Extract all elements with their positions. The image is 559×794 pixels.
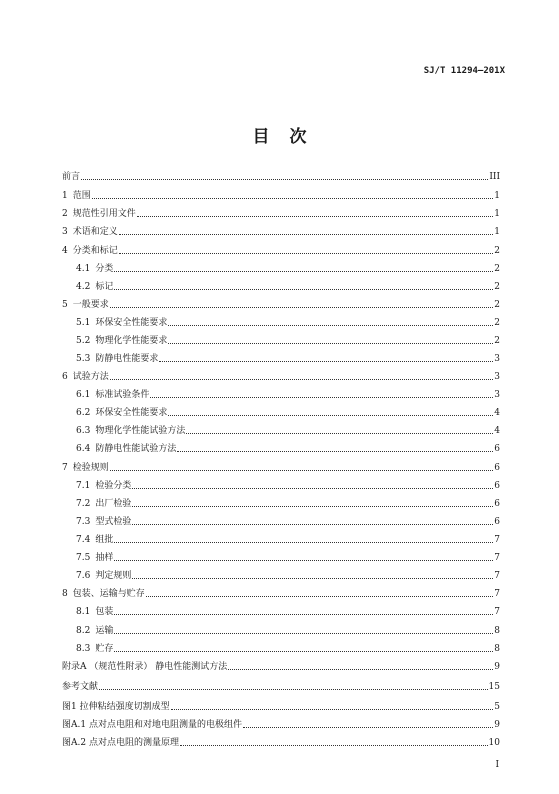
toc-entry-number: 7.5: [76, 553, 91, 563]
dot-leader: [110, 470, 494, 471]
toc-entry[interactable]: [62, 170, 500, 183]
dot-leader: [168, 415, 493, 416]
dot-leader: [92, 198, 494, 199]
toc-entry[interactable]: [62, 718, 500, 731]
dot-leader: [114, 289, 493, 290]
dot-leader: [114, 633, 493, 634]
toc-entry[interactable]: [62, 207, 500, 220]
toc-entry[interactable]: [62, 736, 500, 749]
toc-entry-number: 8.2: [76, 626, 91, 636]
toc-entry-label: 贮存: [95, 644, 114, 654]
toc-entry-label: 术语和定义: [72, 227, 118, 237]
toc-entry-label: 前言: [62, 172, 81, 182]
dot-leader: [81, 179, 488, 180]
toc-entry-label: 检验规则: [72, 463, 109, 473]
toc-entry[interactable]: [76, 352, 500, 365]
toc-entry[interactable]: [62, 461, 500, 474]
toc-entry[interactable]: [76, 569, 500, 582]
toc-entry-page: 2: [494, 318, 500, 328]
dot-leader: [180, 745, 488, 746]
toc-entry-page: 3: [494, 372, 500, 382]
toc-entry-label: 范围: [72, 191, 91, 201]
toc-entry-page: 3: [494, 354, 500, 364]
toc-entry[interactable]: [62, 189, 500, 202]
toc-entry-number: 4: [62, 246, 68, 256]
dot-leader: [243, 727, 493, 728]
toc-entry-number: 8.1: [76, 607, 91, 617]
toc-entry-page: 8: [494, 644, 500, 654]
dot-leader: [114, 560, 493, 561]
toc-entry-number: 5.1: [76, 318, 91, 328]
toc-entry[interactable]: [76, 442, 500, 455]
dot-leader: [228, 669, 493, 670]
toc-entry-number: 8.3: [76, 644, 91, 654]
toc-entry[interactable]: [76, 497, 500, 510]
toc-entry[interactable]: [76, 334, 500, 347]
toc-entry-number: 1: [62, 191, 68, 201]
toc-entry-number: 5.2: [76, 336, 91, 346]
toc-entry[interactable]: [76, 515, 500, 528]
dot-leader: [114, 614, 493, 615]
toc-entry-label: 判定规则: [95, 571, 132, 581]
dot-leader: [99, 689, 488, 690]
toc-entry-label: 分类: [95, 264, 114, 274]
toc-entry-number: 7.1: [76, 481, 91, 491]
toc-entry-page: 7: [494, 571, 500, 581]
toc-entry-label: 组批: [95, 535, 114, 545]
toc-entry-number: 7.2: [76, 499, 91, 509]
toc-entry-page: 6: [494, 499, 500, 509]
toc-entry-page: 2: [494, 336, 500, 346]
toc-entry-number: 6.2: [76, 408, 91, 418]
toc-entry[interactable]: [76, 642, 500, 655]
toc-entry-page: 1: [494, 227, 500, 237]
toc-entry[interactable]: [76, 533, 500, 546]
page-title: 目次: [252, 127, 327, 147]
toc-entry-number: 4.1: [76, 264, 91, 274]
toc-entry-number: 6: [62, 372, 68, 382]
toc-entry-label: 图1 拉伸粘结强度切割成型: [62, 702, 170, 712]
toc-entry-page: 7: [494, 535, 500, 545]
dot-leader: [168, 325, 493, 326]
toc-entry-label: 出厂检验: [95, 499, 132, 509]
toc-entry-number: 7: [62, 463, 68, 473]
toc-entry[interactable]: [76, 551, 500, 564]
dot-leader: [110, 307, 494, 308]
page-number: I: [495, 760, 499, 770]
dot-leader: [119, 234, 494, 235]
toc-entry-page: 4: [494, 426, 500, 436]
document-code: SJ/T 11294—201X: [423, 66, 505, 76]
toc-entry-page: 7: [494, 553, 500, 563]
dot-leader: [177, 451, 493, 452]
toc-entry-label: 附录A （规范性附录） 静电性能测试方法: [62, 662, 228, 672]
toc-entry-number: 6.4: [76, 444, 91, 454]
toc-entry-number: 5.3: [76, 354, 91, 364]
dot-leader: [114, 271, 493, 272]
toc-entry-page: 7: [494, 589, 500, 599]
toc-entry[interactable]: [76, 280, 500, 293]
toc-entry-label: 防静电性能要求: [95, 354, 159, 364]
toc-entry[interactable]: [62, 660, 500, 673]
toc-entry[interactable]: [62, 298, 500, 311]
toc-entry-label: 规范性引用文件: [72, 209, 136, 219]
toc-entry-page: 10: [488, 738, 500, 748]
toc-entry-page: 6: [494, 481, 500, 491]
toc-entry-label: 抽样: [95, 553, 114, 563]
toc-entry[interactable]: [62, 370, 500, 383]
toc-entry-label: 图A.1 点对点电阻和对地电阻测量的电极组件: [62, 720, 242, 730]
toc-entry[interactable]: [76, 388, 500, 401]
toc-entry-label: 包装、运输与贮存: [72, 589, 145, 599]
dot-leader: [150, 397, 493, 398]
toc-entry-number: 2: [62, 209, 68, 219]
toc-entry-label: 标记: [95, 282, 114, 292]
toc-entry-page: 9: [494, 720, 500, 730]
dot-leader: [132, 524, 493, 525]
toc-entry-label: 环保安全性能要求: [95, 408, 168, 418]
toc-entry-page: 2: [494, 246, 500, 256]
toc-entry-number: 6.1: [76, 390, 91, 400]
toc-entry[interactable]: [76, 316, 500, 329]
toc-entry-number: 5: [62, 300, 68, 310]
toc-entry-page: 6: [494, 517, 500, 527]
toc-entry-page: 1: [494, 209, 500, 219]
toc-entry-number: 7.4: [76, 535, 91, 545]
toc-entry-label: 包装: [95, 607, 114, 617]
toc-entry-label: 物理化学性能要求: [95, 336, 168, 346]
toc-entry[interactable]: [62, 680, 500, 693]
toc-entry-label: 试验方法: [72, 372, 109, 382]
toc-entry-page: III: [489, 172, 500, 182]
toc-entry[interactable]: [76, 406, 500, 419]
dot-leader: [110, 379, 494, 380]
toc-entry-page: 6: [494, 444, 500, 454]
toc-entry-label: 环保安全性能要求: [95, 318, 168, 328]
toc-entry[interactable]: [62, 587, 500, 600]
toc-entry-label: 参考文献: [62, 682, 99, 692]
toc-entry-page: 5: [494, 702, 500, 712]
toc-entry-number: 6.3: [76, 426, 91, 436]
dot-leader: [119, 253, 494, 254]
toc-entry-number: 7.3: [76, 517, 91, 527]
toc-entry-page: 2: [494, 264, 500, 274]
toc-entry[interactable]: [62, 225, 500, 238]
toc-entry-page: 7: [494, 607, 500, 617]
toc-entry-number: 3: [62, 227, 68, 237]
toc-entry-label: 型式检验: [95, 517, 132, 527]
dot-leader: [168, 343, 493, 344]
toc-entry-page: 4: [494, 408, 500, 418]
dot-leader: [132, 488, 493, 489]
toc-entry-label: 图A.2 点对点电阻的测量原理: [62, 738, 179, 748]
toc-entry-page: 2: [494, 300, 500, 310]
dot-leader: [146, 596, 494, 597]
dot-leader: [159, 361, 493, 362]
toc-entry-page: 15: [488, 682, 500, 692]
dot-leader: [171, 709, 494, 710]
toc-entry-number: 8: [62, 589, 68, 599]
dot-leader: [114, 651, 493, 652]
toc-entry-label: 标准试验条件: [95, 390, 150, 400]
toc-entry-label: 分类和标记: [72, 246, 118, 256]
dot-leader: [114, 542, 493, 543]
toc-entry[interactable]: [62, 244, 500, 257]
toc-entry[interactable]: [76, 605, 500, 618]
toc-entry-label: 物理化学性能试验方法: [95, 426, 186, 436]
dot-leader: [137, 216, 494, 217]
toc-entry-page: 6: [494, 463, 500, 473]
toc-entry[interactable]: [76, 479, 500, 492]
toc-entry-page: 9: [494, 662, 500, 672]
toc-entry-page: 8: [494, 626, 500, 636]
toc-entry-page: 1: [494, 191, 500, 201]
dot-leader: [132, 506, 493, 507]
toc-entry-number: 4.2: [76, 282, 91, 292]
toc-entry-number: 7.6: [76, 571, 91, 581]
toc-entry-label: 运输: [95, 626, 114, 636]
dot-leader: [132, 578, 493, 579]
toc-entry[interactable]: [76, 624, 500, 637]
toc-entry-label: 一般要求: [72, 300, 109, 310]
toc-entry-page: 3: [494, 390, 500, 400]
toc-entry[interactable]: [62, 700, 500, 713]
toc-entry[interactable]: [76, 262, 500, 275]
toc-entry[interactable]: [76, 424, 500, 437]
toc-entry-label: 防静电性能试验方法: [95, 444, 177, 454]
toc-entry-label: 检验分类: [95, 481, 132, 491]
dot-leader: [186, 433, 493, 434]
toc-entry-page: 2: [494, 282, 500, 292]
